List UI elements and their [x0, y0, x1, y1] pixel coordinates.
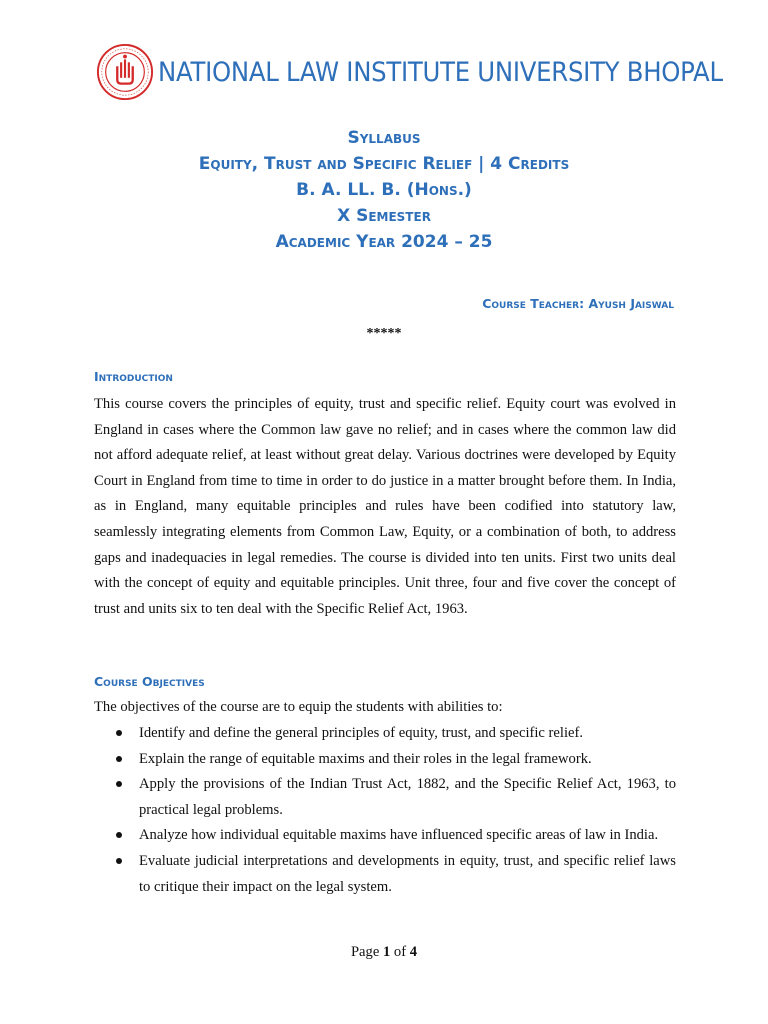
- introduction-heading: Introduction: [94, 369, 173, 384]
- title-semester: X Semester: [337, 206, 431, 226]
- list-item: Identify and define the general principles of equity, trust, and specific relief.: [94, 721, 676, 747]
- university-seal-icon: [96, 43, 154, 101]
- page-number: Page 1 of 4: [350, 944, 418, 960]
- university-name: NATIONAL LAW INSTITUTE UNIVERSITY BHOPAL: [158, 56, 723, 88]
- bullet-icon: [116, 832, 122, 838]
- bullet-icon: [116, 858, 122, 864]
- title-program: B. A. LL. B. (Hons.): [296, 180, 472, 200]
- separator: *****: [366, 326, 402, 341]
- list-item: Explain the range of equitable maxims and their roles in the legal framework.: [94, 747, 676, 773]
- objectives-heading: Course Objectives: [94, 674, 205, 689]
- bullet-icon: [116, 756, 122, 762]
- objectives-lead: The objectives of the course are to equip the students with abilities to:: [94, 699, 503, 715]
- bullet-icon: [116, 730, 122, 736]
- title-academic-year: Academic Year 2024 – 25: [275, 232, 493, 252]
- introduction-text: This course covers the principles of equity, trust and specific relief. Equity court was evolved in England in cases where the Common law gave no relief; and in cases where the common law did not afford adequate relief, at least without great delay. Various doctrines were developed by Equity Court in England from time to time in order to do justice in a matter brought before them. In India, as in England, many equitable principles and rules have been codified into statutory law, seamlessly integrating elements from Common Law, Equity, or a combination of both, to address gaps and inadequacies in legal remedies. The course is divided into ten units. First two units deal with the concept of equity and equitable principles. Unit three, four and five cover the concept of trust and units six to ten deal with the Specific Relief Act, 1963.: [94, 396, 676, 617]
- objectives-list: [94, 721, 676, 900]
- title-syllabus: Syllabus: [347, 128, 421, 148]
- bullet-icon: [116, 781, 122, 787]
- title-block: [0, 125, 768, 255]
- list-item: Analyze how individual equitable maxims have influenced specific areas of law in India.: [94, 823, 676, 849]
- document-header: [96, 40, 723, 104]
- title-course: Equity, Trust and Specific Relief | 4 Credits: [198, 154, 570, 174]
- list-item: Evaluate judicial interpretations and developments in equity, trust, and specific relief laws to critique their impact on the legal system.: [94, 849, 676, 900]
- course-teacher: Course Teacher: Ayush Jaiswal: [482, 296, 674, 311]
- list-item: Apply the provisions of the Indian Trust Act, 1882, and the Specific Relief Act, 1963, to practical legal problems.: [94, 772, 676, 823]
